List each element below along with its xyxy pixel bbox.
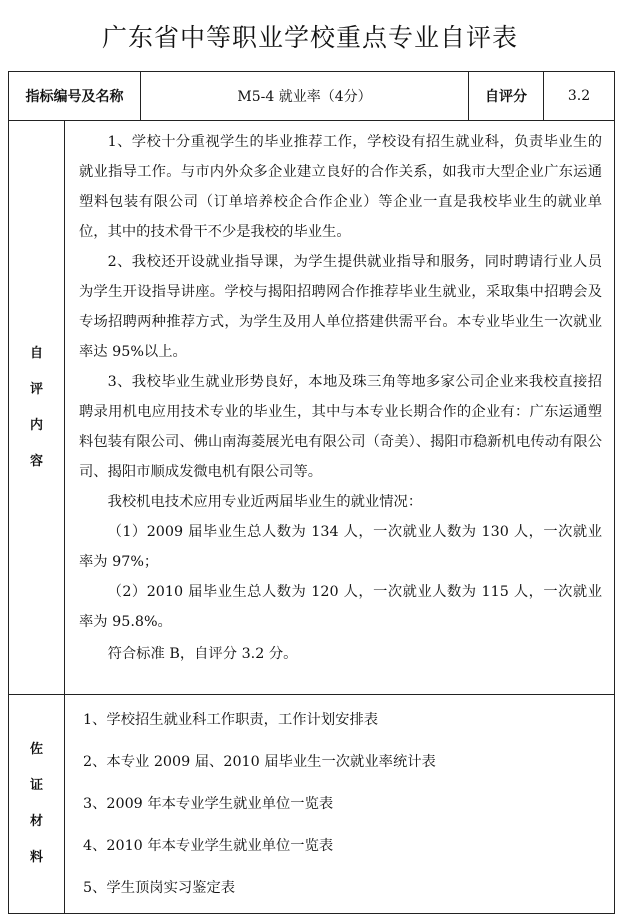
evidence-list [65,695,615,914]
evidence-item: 5、学生顶岗实习鉴定表 [83,880,236,896]
paragraph: 我校机电技术应用专业近两届毕业生的就业情况： [107,494,423,510]
score-label: 自评分 [469,72,544,121]
page-title: 广东省中等职业学校重点专业自评表 [101,23,518,52]
label-char: 证 [29,778,43,793]
label-char: 材 [29,814,43,829]
evaluation-table [8,71,615,914]
standard-statement: 符合标准 B，自评分 3.2 分。 [107,646,298,662]
label-char: 容 [29,453,43,469]
evidence-item: 2、本专业 2009 届、2010 届毕业生一次就业率统计表 [83,754,436,770]
evidence-item: 4、2010 年本专业学生就业单位一览表 [83,838,334,854]
label-char: 评 [29,381,43,397]
header-row [9,72,615,121]
score-value: 3.2 [544,72,615,121]
paragraph: （2）2010 届毕业生总人数为 120 人，一次就业人数为 115 人，一次就业率为 95.8%。 [79,584,602,630]
self-eval-label [9,121,65,695]
paragraph: 3、我校毕业生就业形势良好，本地及珠三角等地多家公司企业来我校直接招聘录用机电应用技术专业的毕业生，其中与本专业长期合作的企业有：广东运通塑料包装有限公司、佛山南海菱展光电有限公司（奇美）、揭阳市稳新机电传动有限公司、揭阳市顺成发微电机有限公司等。 [79,374,602,480]
label-char: 自 [29,345,43,361]
indicator-label: 指标编号及名称 [9,72,141,121]
evidence-label [9,695,65,914]
self-eval-content [65,121,615,695]
paragraph: （1）2009 届毕业生总人数为 134 人，一次就业人数为 130 人，一次就业率为 97%； [79,524,602,570]
evidence-item: 1、学校招生就业科工作职责，工作计划安排表 [83,712,379,728]
label-char: 内 [29,417,43,433]
paragraph: 2、我校还开设就业指导课，为学生提供就业指导和服务，同时聘请行业人员为学生开设指导讲座。学校与揭阳招聘网合作推荐毕业生就业，采取集中招聘会及专场招聘两种推荐方式，为学生及用人单位搭建供需平台。本专业毕业生一次就业率达 95%以上。 [79,254,602,360]
indicator-value: M5-4 就业率（4分） [141,72,469,121]
self-eval-row [9,121,615,695]
evidence-item: 3、2009 年本专业学生就业单位一览表 [83,796,334,812]
label-char: 佐 [29,742,43,757]
evidence-row [9,695,615,914]
paragraph: 1、学校十分重视学生的毕业推荐工作，学校设有招生就业科，负责毕业生的就业指导工作。与市内外众多企业建立良好的合作关系，如我市大型企业广东运通塑料包装有限公司（订单培养校企合作企业）等企业一直是我校毕业生的就业单位，其中的技术骨干不少是我校的毕业生。 [79,134,602,240]
label-char: 料 [29,850,43,865]
